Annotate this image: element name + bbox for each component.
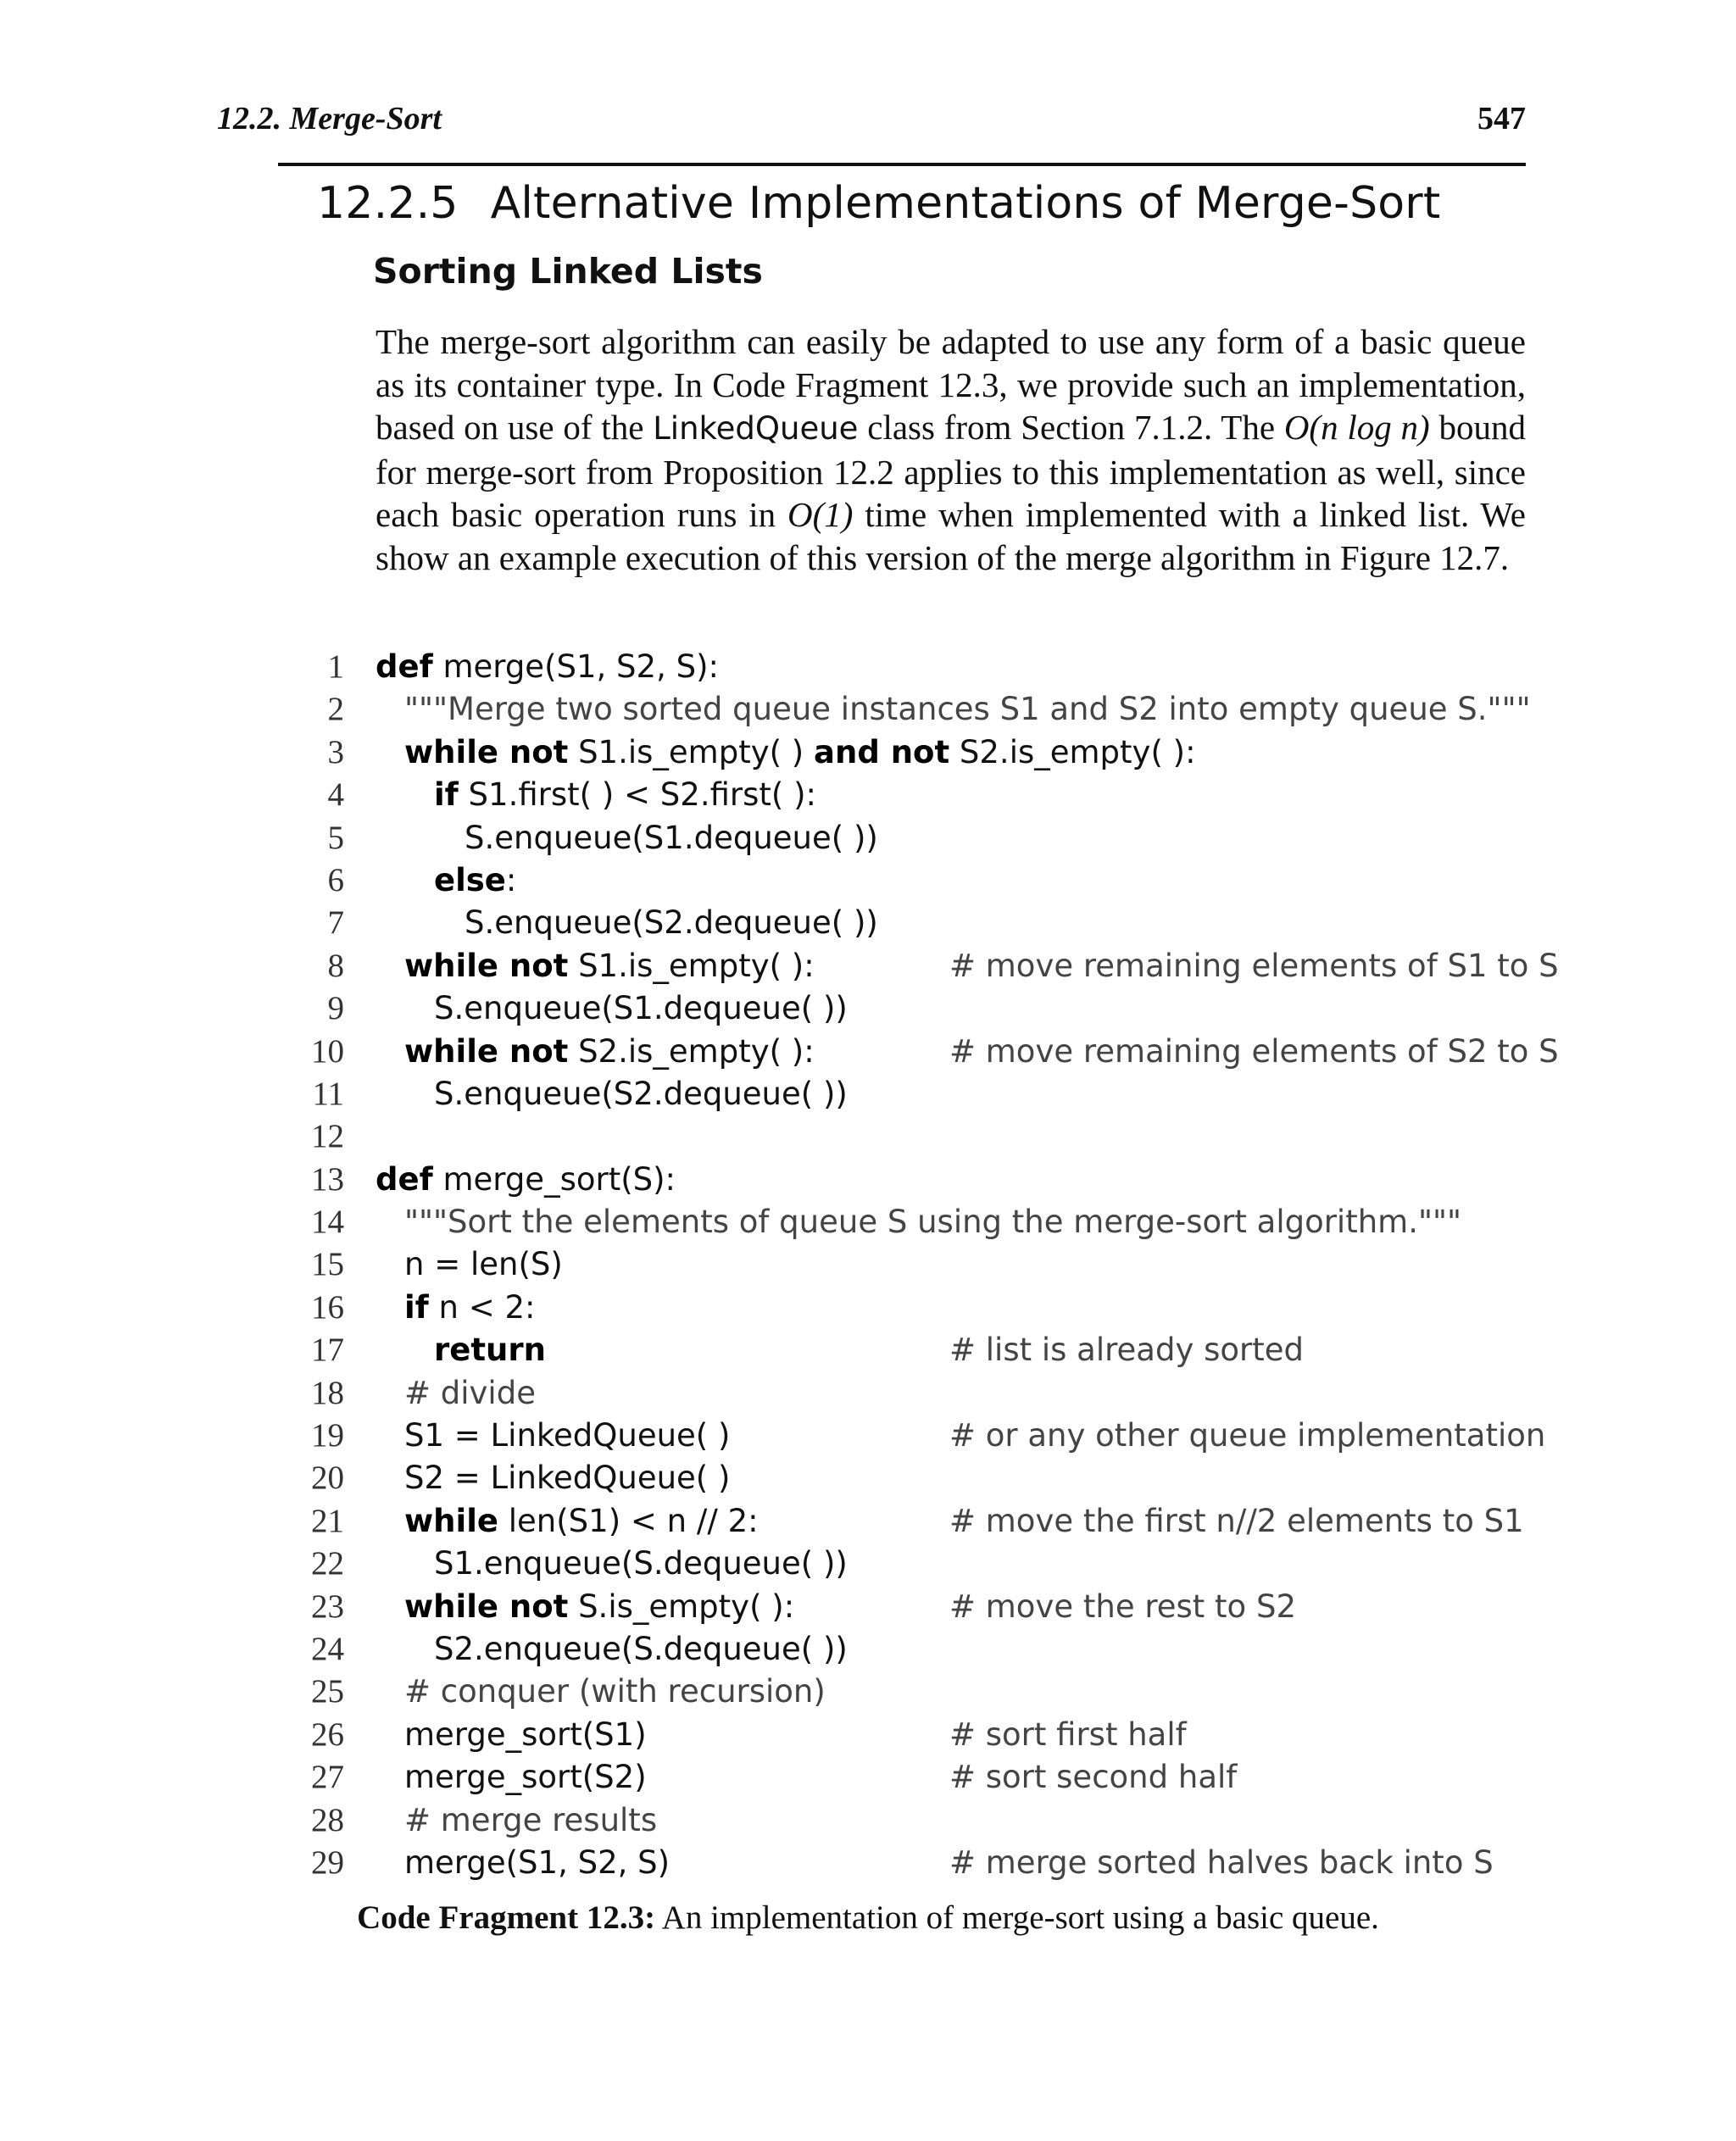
line-number: 2: [327, 691, 344, 728]
code-text: S.enqueue(S1.dequeue( )): [434, 990, 848, 1027]
code-line: [0, 1415, 1736, 1457]
code-line: [0, 1714, 1736, 1756]
code-line: [0, 1586, 1736, 1628]
line-number: 27: [311, 1759, 344, 1796]
paragraph-line: The merge-sort algorithm can easily be adapted to use any form of a basic queue: [376, 322, 1526, 361]
line-number: 22: [311, 1545, 344, 1582]
code-text: n = len(S): [404, 1246, 563, 1283]
section-title: Alternative Implementations of Merge-Sort: [490, 178, 1441, 229]
inline-math: O(n log n): [1283, 408, 1430, 447]
line-number: 10: [311, 1032, 344, 1070]
code-text: [404, 1586, 794, 1628]
code-line: [0, 1115, 1736, 1158]
line-number: 4: [327, 776, 344, 814]
keyword: and not: [814, 733, 950, 770]
subsection-heading: Sorting Linked Lists: [373, 251, 763, 292]
line-number: 26: [311, 1716, 344, 1753]
line-number: 19: [311, 1417, 344, 1454]
running-head: [217, 100, 1526, 137]
code-line: [0, 1243, 1736, 1286]
code-line: [0, 1500, 1736, 1543]
code-comment: # divide: [404, 1374, 536, 1411]
code-comment: # merge sorted halves back into S: [949, 1843, 1494, 1881]
code-comment: # or any other queue implementation: [949, 1417, 1546, 1454]
code-line: [0, 1543, 1736, 1585]
code-text: [376, 1159, 676, 1201]
text-run: class from Section 7.1.2. The: [858, 408, 1284, 447]
text-run: bound: [1429, 408, 1526, 447]
body-paragraph: [376, 320, 1526, 579]
line-number: 16: [311, 1288, 344, 1326]
code-text: S1.enqueue(S.dequeue( )): [434, 1545, 848, 1582]
code-line: [0, 1287, 1736, 1329]
code-line: [0, 1457, 1736, 1499]
line-number: 7: [327, 904, 344, 942]
code-text: [434, 1329, 546, 1371]
line-number: 6: [327, 861, 344, 898]
code-token: S1.is_empty( ): [568, 733, 815, 770]
code-text: [434, 774, 816, 816]
line-number: 21: [311, 1502, 344, 1539]
running-title: 12.2. Merge-Sort: [217, 101, 442, 136]
line-number: 29: [311, 1843, 344, 1881]
code-caption: [0, 1899, 1736, 1937]
line-number: 9: [327, 990, 344, 1027]
page-number: 547: [1477, 101, 1526, 136]
code-comment: # move the rest to S2: [949, 1588, 1296, 1625]
paragraph-line: for merge-sort from Proposition 12.2 applies to this implementation as well, since: [376, 452, 1526, 492]
line-number: 18: [311, 1374, 344, 1411]
keyword: if: [434, 776, 459, 814]
paragraph-line: as its container type. In Code Fragment 12.3, we provide such an implementation,: [376, 364, 1526, 404]
line-number: 14: [311, 1204, 344, 1241]
section-number: 12.2.5: [317, 178, 459, 229]
code-text: [404, 1031, 815, 1073]
code-comment: # sort second half: [949, 1759, 1238, 1796]
line-number: 17: [311, 1332, 344, 1369]
keyword: def: [376, 1160, 433, 1198]
line-number: 28: [311, 1801, 344, 1838]
code-line: [0, 1372, 1736, 1415]
code-line: [0, 987, 1736, 1030]
docstring: """Sort the elements of queue S using the merge-sort algorithm.""": [404, 1204, 1462, 1241]
code-text: S.enqueue(S2.dequeue( )): [434, 1075, 848, 1112]
keyword: def: [376, 648, 433, 685]
code-line: [0, 1799, 1736, 1842]
code-line: [0, 1756, 1736, 1799]
code-line: [0, 1201, 1736, 1243]
code-text: S.enqueue(S1.dequeue( )): [465, 819, 878, 856]
code-line: [0, 688, 1736, 731]
paragraph-line: [376, 493, 1526, 537]
keyword: if: [404, 1288, 429, 1326]
code-comment: # merge results: [404, 1801, 658, 1838]
caption-text: An implementation of merge-sort using a basic queue.: [655, 1899, 1379, 1936]
keyword: else: [434, 861, 506, 898]
code-line: [0, 859, 1736, 902]
text-run: based on use of the: [376, 408, 654, 447]
code-text: merge_sort(S2): [404, 1759, 647, 1796]
keyword: return: [434, 1332, 546, 1369]
code-text: [404, 731, 1196, 774]
text-run: each basic operation runs in: [376, 495, 788, 534]
code-comment: # move the first n//2 elements to S1: [949, 1502, 1524, 1539]
line-number: 15: [311, 1246, 344, 1283]
code-line: [0, 1073, 1736, 1115]
inline-code: LinkedQueue: [653, 410, 859, 447]
code-line: [0, 1159, 1736, 1201]
code-comment: # conquer (with recursion): [404, 1673, 826, 1710]
code-text: [376, 646, 719, 688]
code-line: [0, 731, 1736, 774]
code-line: [0, 774, 1736, 816]
code-text: [404, 1287, 536, 1329]
code-line: [0, 1031, 1736, 1073]
paragraph-line: [376, 406, 1526, 451]
code-comment: # move remaining elements of S2 to S: [949, 1032, 1559, 1070]
code-token: len(S1) < n // 2:: [498, 1502, 759, 1539]
code-token: n < 2:: [428, 1288, 536, 1326]
line-number: 12: [311, 1118, 344, 1155]
keyword: while not: [404, 1588, 569, 1625]
code-text: merge(S1, S2, S): [404, 1843, 670, 1881]
code-text: merge_sort(S1): [404, 1716, 647, 1753]
code-token: S1.is_empty( ):: [568, 947, 815, 984]
keyword: while not: [404, 947, 569, 984]
section-heading: [317, 178, 1440, 229]
code-token: S2.is_empty( ):: [568, 1032, 815, 1070]
line-number: 25: [311, 1673, 344, 1710]
line-number: 11: [312, 1075, 344, 1112]
code-line: [0, 817, 1736, 859]
line-number: 3: [327, 733, 344, 770]
line-number: 20: [311, 1460, 344, 1497]
caption-label: Code Fragment 12.3:: [357, 1899, 656, 1936]
code-line: [0, 1628, 1736, 1671]
keyword: while not: [404, 1032, 569, 1070]
line-number: 24: [311, 1630, 344, 1667]
paragraph-line: show an example execution of this version of the merge algorithm in Figure 12.7.: [376, 537, 1510, 577]
line-number: 5: [327, 819, 344, 856]
code-comment: # move remaining elements of S1 to S: [949, 947, 1559, 984]
code-text: S2.enqueue(S.dequeue( )): [434, 1630, 848, 1667]
line-number: 1: [327, 648, 344, 685]
code-comment: # list is already sorted: [949, 1332, 1305, 1369]
code-line: [0, 646, 1736, 688]
text-run: time when implemented with a linked list. We: [853, 495, 1527, 534]
code-line: [0, 1329, 1736, 1371]
line-number: 8: [327, 947, 344, 984]
code-token: S1.first( ) < S2.first( ):: [458, 776, 816, 814]
code-text: S1 = LinkedQueue( ): [404, 1417, 731, 1454]
code-line: [0, 1842, 1736, 1884]
line-number: 23: [311, 1588, 344, 1625]
code-text: [404, 945, 815, 987]
code-token: S.is_empty( ):: [568, 1588, 795, 1625]
inline-math: O(1): [787, 495, 854, 534]
code-text: S2 = LinkedQueue( ): [404, 1460, 731, 1497]
keyword: while: [404, 1502, 498, 1539]
code-line: [0, 945, 1736, 987]
code-line: [0, 902, 1736, 944]
code-comment: # sort first half: [949, 1716, 1187, 1753]
code-text: [434, 859, 516, 902]
code-listing: [0, 646, 1736, 1884]
header-rule: [278, 163, 1526, 166]
code-line: [0, 1671, 1736, 1713]
code-token: :: [505, 861, 517, 898]
docstring: """Merge two sorted queue instances S1 and S2 into empty queue S.""": [404, 691, 1531, 728]
code-token: merge(S1, S2, S):: [432, 648, 719, 685]
code-token: S2.is_empty( ):: [949, 733, 1196, 770]
keyword: while not: [404, 733, 569, 770]
line-number: 13: [311, 1160, 344, 1198]
code-text: S.enqueue(S2.dequeue( )): [465, 904, 878, 942]
code-text: [404, 1500, 759, 1543]
code-token: merge_sort(S):: [432, 1160, 676, 1198]
